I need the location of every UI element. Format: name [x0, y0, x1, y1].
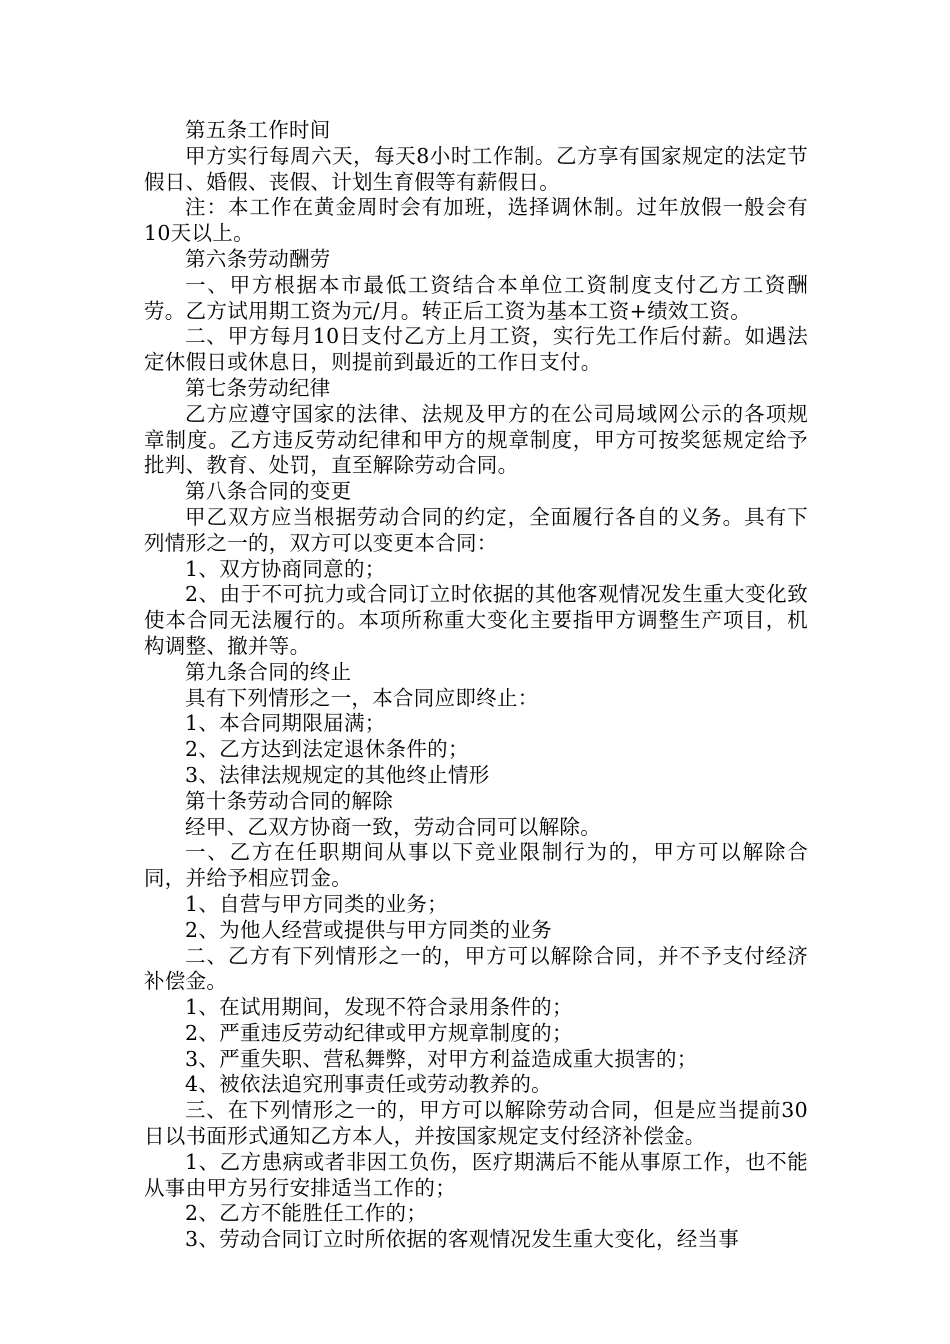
paragraph: 二、甲方每月10日支付乙方上月工资，实行先工作后付薪。如遇法定休假日或休息日，则提前到最近的工作日支付。 [144, 324, 808, 375]
list-item: 1、在试用期间，发现不符合录用条件的； [185, 995, 573, 1020]
list-item: 2、乙方达到法定退休条件的； [185, 737, 469, 762]
paragraph: 经甲、乙双方协商一致，劳动合同可以解除。 [185, 814, 601, 839]
list-item: 1、自营与甲方同类的业务； [185, 891, 448, 916]
paragraph: 三、在下列情形之一的，甲方可以解除劳动合同，但是应当提前30日以书面形式通知乙方本人，并按国家规定支付经济补偿金。 [144, 1098, 808, 1149]
paragraph: 甲乙双方应当根据劳动合同的约定，全面履行各自的义务。具有下列情形之一的，双方可以变更本合同： [144, 504, 808, 555]
paragraph: 一、乙方在任职期间从事以下竞业限制行为的，甲方可以解除合同，并给予相应罚金。 [144, 840, 808, 891]
paragraph: 一、甲方根据本市最低工资结合本单位工资制度支付乙方工资酬劳。乙方试用期工资为元/月。转正后工资为基本工资+绩效工资。 [144, 272, 808, 323]
list-item: 2、由于不可抗力或合同订立时依据的其他客观情况发生重大变化致使本合同无法履行的。本项所称重大变化主要指甲方调整生产项目，机构调整、撤并等。 [144, 582, 808, 658]
paragraph: 注：本工作在黄金周时会有加班，选择调休制。过年放假一般会有10天以上。 [144, 195, 808, 246]
article-heading-7: 第七条劳动纪律 [185, 375, 331, 400]
paragraph: 乙方应遵守国家的法律、法规及甲方的在公司局域网公示的各项规章制度。乙方违反劳动纪律和甲方的规章制度，甲方可按奖惩规定给予批判、教育、处罚，直至解除劳动合同。 [144, 401, 808, 478]
list-item: 1、双方协商同意的； [185, 556, 386, 581]
list-item: 1、乙方患病或者非因工负伤，医疗期满后不能从事原工作，也不能从事由甲方另行安排适当工作的； [144, 1149, 808, 1200]
article-heading-8: 第八条合同的变更 [185, 479, 352, 504]
article-heading-10: 第十条劳动合同的解除 [185, 788, 393, 813]
list-item: 4、被依法追究刑事责任或劳动教养的。 [185, 1072, 552, 1097]
article-heading-9: 第九条合同的终止 [185, 659, 352, 684]
list-item: 2、严重违反劳动纪律或甲方规章制度的； [185, 1020, 573, 1045]
article-heading-6: 第六条劳动酬劳 [185, 246, 331, 271]
list-item: 1、本合同期限届满； [185, 711, 386, 736]
paragraph: 二、乙方有下列情形之一的，甲方可以解除合同，并不予支付经济补偿金。 [144, 943, 808, 994]
document-page [144, 118, 808, 1253]
list-item: 3、法律法规规定的其他终止情形 [185, 762, 490, 787]
list-item: 2、为他人经营或提供与甲方同类的业务 [185, 917, 552, 942]
list-item: 3、劳动合同订立时所依据的客观情况发生重大变化，经当事 [185, 1227, 740, 1252]
paragraph: 具有下列情形之一，本合同应即终止： [185, 685, 539, 710]
article-heading-5: 第五条工作时间 [185, 118, 331, 142]
paragraph: 甲方实行每周六天，每天8小时工作制。乙方享有国家规定的法定节假日、婚假、丧假、计划生育假等有薪假日。 [144, 143, 808, 194]
list-item: 2、乙方不能胜任工作的； [185, 1201, 428, 1226]
list-item: 3、严重失职、营私舞弊，对甲方利益造成重大损害的； [185, 1046, 698, 1071]
